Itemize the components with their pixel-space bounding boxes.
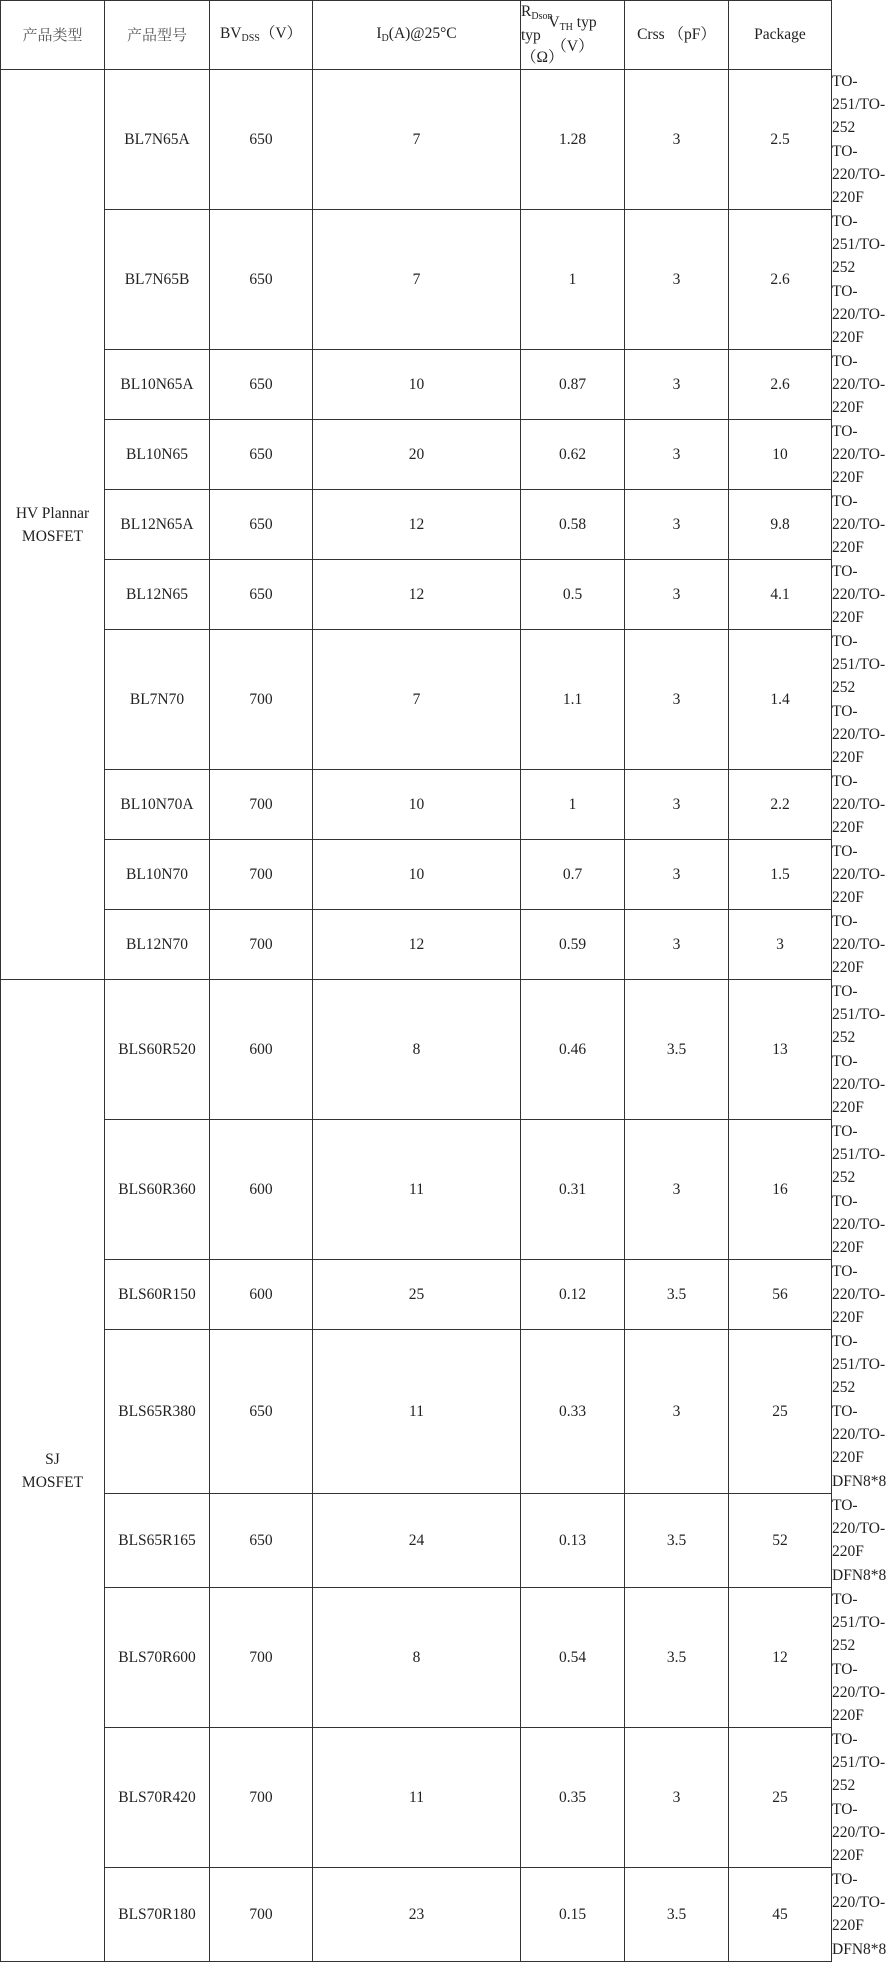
rdson-cell: 1 bbox=[521, 770, 625, 840]
id-cell: 23 bbox=[313, 1868, 521, 1962]
rdson-cell: 0.31 bbox=[521, 1120, 625, 1260]
id-cell: 10 bbox=[313, 840, 521, 910]
model-cell: BL10N65A bbox=[105, 350, 210, 420]
header-package: Package bbox=[729, 1, 832, 70]
rdson-cell: 0.35 bbox=[521, 1728, 625, 1868]
table-row: BLS65R380 650 11 0.33 3 25 TO-251/TO-252 TO-220/TO-220F DFN8*8 bbox=[1, 1330, 832, 1494]
product-type-cell bbox=[1, 70, 105, 980]
model-cell: BL12N65 bbox=[105, 560, 210, 630]
header-model: 产品型号 bbox=[105, 1, 210, 70]
bvdss-cell: 650 bbox=[210, 1494, 313, 1588]
id-cell: 25 bbox=[313, 1260, 521, 1330]
rdson-cell: 0.13 bbox=[521, 1494, 625, 1588]
id-cell: 7 bbox=[313, 210, 521, 350]
bvdss-cell: 650 bbox=[210, 560, 313, 630]
vth-cell: 3 bbox=[625, 210, 729, 350]
bvdss-cell: 650 bbox=[210, 1330, 313, 1494]
table-row: BL10N65 650 20 0.62 3 10 TO-220/TO-220F bbox=[1, 420, 832, 490]
header-vth-main: V bbox=[548, 14, 560, 31]
vth-cell: 3 bbox=[625, 70, 729, 210]
vth-cell: 3 bbox=[625, 630, 729, 770]
model-cell: BL10N65 bbox=[105, 420, 210, 490]
rdson-cell: 0.58 bbox=[521, 490, 625, 560]
table-row: BLS70R180 700 23 0.15 3.5 45 TO-220/TO-220F DFN8*8 bbox=[1, 1868, 832, 1962]
model-cell: BLS60R360 bbox=[105, 1120, 210, 1260]
bvdss-cell: 600 bbox=[210, 980, 313, 1120]
product-type-line2: MOSFET bbox=[21, 527, 84, 545]
vth-cell: 3.5 bbox=[625, 980, 729, 1120]
rdson-cell: 0.7 bbox=[521, 840, 625, 910]
crss-cell: 52 bbox=[729, 1494, 832, 1588]
header-rdson-unit: （Ω） bbox=[521, 49, 564, 66]
id-cell: 8 bbox=[313, 980, 521, 1120]
table-row: BL12N65 650 12 0.5 3 4.1 TO-220/TO-220F bbox=[1, 560, 832, 630]
id-cell: 7 bbox=[313, 630, 521, 770]
table-row: BL12N70 700 12 0.59 3 3 TO-220/TO-220F bbox=[1, 910, 832, 980]
table-row: BL10N70A 700 10 1 3 2.2 TO-220/TO-220F bbox=[1, 770, 832, 840]
table-row: BL10N70 700 10 0.7 3 1.5 TO-220/TO-220F bbox=[1, 840, 832, 910]
vth-cell: 3 bbox=[625, 350, 729, 420]
bvdss-cell: 700 bbox=[210, 1588, 313, 1728]
crss-cell: 9.8 bbox=[729, 490, 832, 560]
product-type-line2: MOSFET bbox=[21, 1473, 84, 1491]
bvdss-cell: 700 bbox=[210, 770, 313, 840]
header-bvdss-unit: （V） bbox=[259, 25, 303, 42]
table-row: BL10N65A 650 10 0.87 3 2.6 TO-220/TO-220F bbox=[1, 350, 832, 420]
table-row: BLS65R165 650 24 0.13 3.5 52 TO-220/TO-220F DFN8*8 bbox=[1, 1494, 832, 1588]
bvdss-cell: 650 bbox=[210, 350, 313, 420]
crss-cell: 45 bbox=[729, 1868, 832, 1962]
model-cell: BL10N70A bbox=[105, 770, 210, 840]
header-rdson-main: R bbox=[521, 3, 532, 20]
vth-cell: 3.5 bbox=[625, 1494, 729, 1588]
rdson-cell: 0.15 bbox=[521, 1868, 625, 1962]
crss-cell: 16 bbox=[729, 1120, 832, 1260]
vth-cell: 3 bbox=[625, 420, 729, 490]
table-row: BL12N65A 650 12 0.58 3 9.8 TO-220/TO-220F bbox=[1, 490, 832, 560]
rdson-cell: 0.59 bbox=[521, 910, 625, 980]
crss-cell: 13 bbox=[729, 980, 832, 1120]
vth-cell: 3.5 bbox=[625, 1868, 729, 1962]
vth-cell: 3 bbox=[625, 1330, 729, 1494]
id-cell: 11 bbox=[313, 1120, 521, 1260]
id-cell: 7 bbox=[313, 70, 521, 210]
rdson-cell: 0.54 bbox=[521, 1588, 625, 1728]
id-cell: 12 bbox=[313, 490, 521, 560]
header-vth-unit: （V） bbox=[551, 38, 594, 55]
rdson-cell: 0.46 bbox=[521, 980, 625, 1120]
rdson-cell: 1 bbox=[521, 210, 625, 350]
header-rdson-sub: Dson bbox=[531, 11, 553, 22]
model-cell: BLS65R165 bbox=[105, 1494, 210, 1588]
bvdss-cell: 650 bbox=[210, 420, 313, 490]
model-cell: BLS70R600 bbox=[105, 1588, 210, 1728]
table-row: BLS60R360 600 11 0.31 3 16 TO-251/TO-252 TO-220/TO-220F bbox=[1, 1120, 832, 1260]
crss-cell: 56 bbox=[729, 1260, 832, 1330]
header-crss: Crss （pF） bbox=[625, 1, 729, 70]
crss-cell: 4.1 bbox=[729, 560, 832, 630]
crss-cell: 25 bbox=[729, 1330, 832, 1494]
model-cell: BL12N70 bbox=[105, 910, 210, 980]
header-vth-sub: TH bbox=[559, 22, 573, 33]
bvdss-cell: 700 bbox=[210, 630, 313, 770]
id-cell: 20 bbox=[313, 420, 521, 490]
header-id-main: I bbox=[376, 25, 382, 42]
bvdss-cell: 650 bbox=[210, 490, 313, 560]
vth-cell: 3.5 bbox=[625, 1260, 729, 1330]
model-cell: BL7N65B bbox=[105, 210, 210, 350]
header-bvdss-main: BV bbox=[219, 25, 242, 42]
product-type-line1: HV Plannar bbox=[15, 504, 90, 522]
bvdss-cell: 600 bbox=[210, 1260, 313, 1330]
id-cell: 8 bbox=[313, 1588, 521, 1728]
model-cell: BL10N70 bbox=[105, 840, 210, 910]
id-cell: 12 bbox=[313, 910, 521, 980]
rdson-cell: 0.5 bbox=[521, 560, 625, 630]
table-row: BLS60R150 600 25 0.12 3.5 56 TO-220/TO-220F bbox=[1, 1260, 832, 1330]
bvdss-cell: 700 bbox=[210, 840, 313, 910]
bvdss-cell: 700 bbox=[210, 910, 313, 980]
crss-cell: 3 bbox=[729, 910, 832, 980]
model-cell: BLS65R380 bbox=[105, 1330, 210, 1494]
rdson-cell: 1.1 bbox=[521, 630, 625, 770]
model-cell: BLS60R520 bbox=[105, 980, 210, 1120]
bvdss-cell: 700 bbox=[210, 1728, 313, 1868]
vth-cell: 3 bbox=[625, 490, 729, 560]
rdson-cell: 0.62 bbox=[521, 420, 625, 490]
bvdss-cell: 650 bbox=[210, 70, 313, 210]
table-row: HV Plannar MOSFET BL7N65A 650 7 1.28 3 2.5 TO-251/TO-252 TO-220/TO-220F bbox=[1, 70, 832, 210]
crss-cell: 25 bbox=[729, 1728, 832, 1868]
bvdss-cell: 650 bbox=[210, 210, 313, 350]
model-cell: BLS70R420 bbox=[105, 1728, 210, 1868]
crss-cell: 2.6 bbox=[729, 210, 832, 350]
rdson-cell: 0.87 bbox=[521, 350, 625, 420]
vth-cell: 3 bbox=[625, 910, 729, 980]
header-vth-rest: typ bbox=[572, 14, 597, 31]
crss-cell: 12 bbox=[729, 1588, 832, 1728]
id-cell: 11 bbox=[313, 1728, 521, 1868]
product-type-line1: SJ bbox=[45, 1450, 60, 1468]
model-cell: BL7N70 bbox=[105, 630, 210, 770]
model-cell: BL12N65A bbox=[105, 490, 210, 560]
header-bvdss-sub: DSS bbox=[241, 33, 260, 44]
vth-cell: 3 bbox=[625, 560, 729, 630]
header-id-sub: D bbox=[381, 33, 389, 44]
id-cell: 10 bbox=[313, 770, 521, 840]
table-header bbox=[1, 1, 832, 70]
header-id bbox=[313, 1, 521, 70]
crss-cell: 2.5 bbox=[729, 70, 832, 210]
crss-cell: 2.6 bbox=[729, 350, 832, 420]
crss-cell: 10 bbox=[729, 420, 832, 490]
bvdss-cell: 700 bbox=[210, 1868, 313, 1962]
product-type-cell bbox=[1, 980, 105, 1962]
id-cell: 10 bbox=[313, 350, 521, 420]
model-cell: BLS60R150 bbox=[105, 1260, 210, 1330]
model-cell: BL7N65A bbox=[105, 70, 210, 210]
model-cell: BLS70R180 bbox=[105, 1868, 210, 1962]
crss-cell: 2.2 bbox=[729, 770, 832, 840]
table-row: BL7N65B 650 7 1 3 2.6 TO-251/TO-252 TO-220/TO-220F bbox=[1, 210, 832, 350]
table-row: BLS70R420 700 11 0.35 3 25 TO-251/TO-252 TO-220/TO-220F bbox=[1, 1728, 832, 1868]
id-cell: 11 bbox=[313, 1330, 521, 1494]
crss-cell: 1.4 bbox=[729, 630, 832, 770]
rdson-cell: 1.28 bbox=[521, 70, 625, 210]
header-bvdss bbox=[210, 1, 313, 70]
crss-cell: 1.5 bbox=[729, 840, 832, 910]
table-row: SJ MOSFET BLS60R520 600 8 0.46 3.5 13 TO-251/TO-252 TO-220/TO-220F bbox=[1, 980, 832, 1120]
header-type: 产品类型 bbox=[1, 1, 105, 70]
header-rdson-rest: typ bbox=[521, 27, 541, 44]
vth-cell: 3.5 bbox=[625, 1588, 729, 1728]
vth-cell: 3 bbox=[625, 1120, 729, 1260]
vth-cell: 3 bbox=[625, 840, 729, 910]
header-id-rest: (A)@25°C bbox=[388, 25, 457, 42]
id-cell: 12 bbox=[313, 560, 521, 630]
bvdss-cell: 600 bbox=[210, 1120, 313, 1260]
table-row: BLS70R600 700 8 0.54 3.5 12 TO-251/TO-252 TO-220/TO-220F bbox=[1, 1588, 832, 1728]
vth-cell: 3 bbox=[625, 1728, 729, 1868]
id-cell: 24 bbox=[313, 1494, 521, 1588]
vth-cell: 3 bbox=[625, 770, 729, 840]
table-body bbox=[1, 70, 886, 1962]
rdson-cell: 0.12 bbox=[521, 1260, 625, 1330]
rdson-cell: 0.33 bbox=[521, 1330, 625, 1494]
table-row: BL7N70 700 7 1.1 3 1.4 TO-251/TO-252 TO-220/TO-220F bbox=[1, 630, 832, 770]
